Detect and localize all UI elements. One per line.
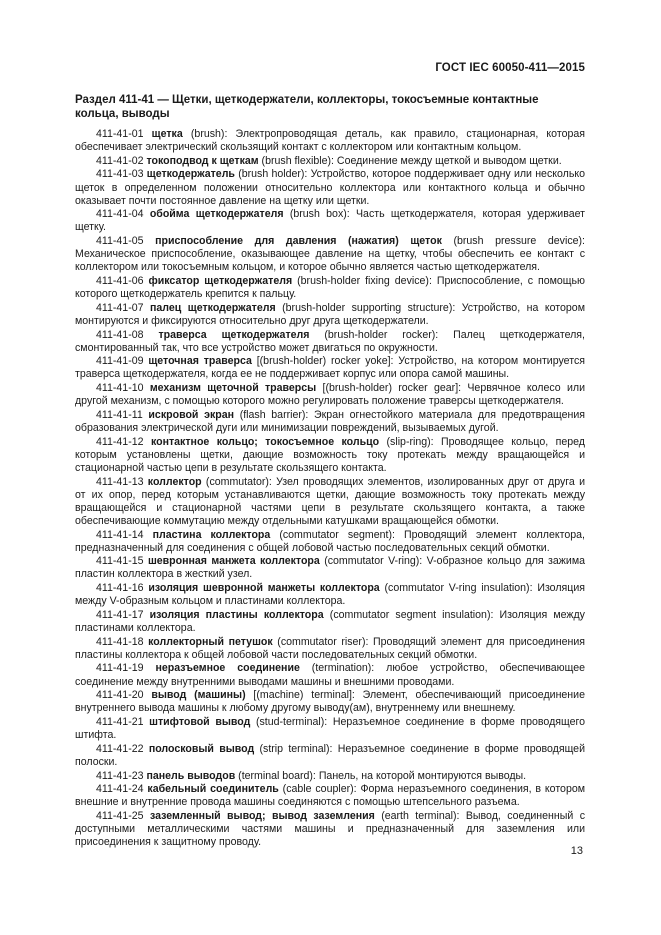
entry-number: 411-41-12 xyxy=(96,435,144,448)
entry-term: неразъемное соединение xyxy=(155,662,300,675)
entry-definition: (commutator): Узел проводящих элементов, изолированных друг от друга и от их опор, перед которым устанавливаются щетки, дающие возможность току протекать между вращающейся и стационарной частями цепи в результате скользящего контакта, а также обеспечивающие коммутацию между отдельными катушками вращающейся обмотки. xyxy=(75,475,585,527)
entry-number: 411-41-16 xyxy=(96,582,144,595)
entry-definition: (brush box): Часть щеткодержателя, которая удерживает щетку. xyxy=(75,208,586,234)
definition-entry xyxy=(75,810,585,849)
entry-term: траверса щеткодержателя xyxy=(158,328,310,341)
definition-entry xyxy=(75,208,585,234)
entry-number: 411-41-24 xyxy=(96,783,144,796)
entry-definition: (termination): любое устройство, обеспечивающее соединение между внутренними выводами машины и внешними проводами. xyxy=(75,662,585,688)
entry-definition: (brush): Электропроводящая деталь, как правило, стационарная, которая обеспечивает электрический скользящий контакт с коллектором или контактным кольцом. xyxy=(75,128,585,154)
entry-number: 411-41-01 xyxy=(96,128,144,140)
entry-number: 411-41-08 xyxy=(96,328,144,341)
entry-definition: (commutator riser): Проводящий элемент для присоединения пластины коллектора к общей лобовой части последовательных секций обмотки. xyxy=(75,635,585,661)
definition-entry xyxy=(75,770,585,783)
entry-term: полосковый вывод xyxy=(148,742,255,755)
definition-entry xyxy=(75,582,585,608)
entry-term: кабельный соединитель xyxy=(147,783,279,796)
definition-entry xyxy=(75,302,585,328)
entry-definition: (commutator V-ring insulation): Изоляция между V-образным кольцом и пластинами коллектора. xyxy=(75,582,585,608)
entry-number: 411-41-11 xyxy=(96,408,143,421)
definition-entry xyxy=(75,275,585,301)
entry-number: 411-41-14 xyxy=(96,528,144,541)
entry-term: изоляция шевронной манжеты коллектора xyxy=(148,582,380,595)
entry-definition: (stud-terminal): Неразъемное соединение в форме проводящего штифта. xyxy=(75,716,586,742)
entry-definition: (brush-holder supporting structure): Устройство, на котором монтируются и фиксируются относительно друг друга щеткодержатели. xyxy=(75,301,585,327)
definition-entry xyxy=(75,662,585,688)
entry-definition: (slip-ring): Проводящее кольцо, перед которым установлены щетки, дающие возможность току протекать между вращающейся и стационарной частью цепи в результате скользящего контакта. xyxy=(75,435,585,474)
definition-entry xyxy=(75,609,585,635)
definition-entry xyxy=(75,716,585,742)
standard-header: ГОСТ IEC 60050-411—2015 xyxy=(435,62,585,74)
entry-definition: [(brush-holder) rocker yoke]: Устройство, на котором монтируется траверса щеткодержателя, когда ее не поддерживает корпус или опора самой машины. xyxy=(75,355,585,381)
entry-number: 411-41-03 xyxy=(96,168,144,181)
entry-number: 411-41-19 xyxy=(96,662,144,675)
entry-definition: (commutator segment insulation): Изоляция между пластинами коллектора. xyxy=(75,608,585,634)
entry-number: 411-41-07 xyxy=(96,301,144,314)
entry-definition: (cable coupler): Форма неразъемного соединения, в котором внешние и внутренние провода машины соединяются с помощью штепсельного разъема. xyxy=(75,783,586,809)
entry-number: 411-41-21 xyxy=(96,716,144,728)
entry-term: фиксатор щеткодержателя xyxy=(148,275,293,287)
entry-number: 411-41-18 xyxy=(96,635,144,648)
entry-term: штифтовой вывод xyxy=(149,716,251,728)
definition-entry xyxy=(75,555,585,581)
definition-entry xyxy=(75,235,585,274)
definition-entry xyxy=(75,168,585,207)
entry-number: 411-41-13 xyxy=(96,475,144,488)
entry-number: 411-41-25 xyxy=(96,810,144,823)
definition-entry xyxy=(75,382,585,408)
entry-number: 411-41-09 xyxy=(96,355,144,368)
definition-entry xyxy=(75,689,585,715)
entry-definition: (brush holder): Устройство, которое поддерживает одну или несколько щеток в определенном положении относительно коллектора или контактного кольца и обычно оказывает почти постоянное давление на щетку или щетки. xyxy=(75,168,585,207)
entry-term: изоляция пластины коллектора xyxy=(149,608,324,621)
entry-term: панель выводов xyxy=(146,769,236,782)
entry-definition: (brush-holder fixing device): Приспособление, с помощью которого щеткодержатель крепится к пальцу. xyxy=(75,275,585,301)
entry-number: 411-41-17 xyxy=(96,608,144,621)
entry-term: искровой экран xyxy=(148,408,235,421)
entry-number: 411-41-15 xyxy=(96,555,144,568)
definition-entry xyxy=(75,436,585,475)
entry-number: 411-41-02 xyxy=(96,154,144,167)
page-number: 13 xyxy=(570,845,583,857)
entry-definition: (terminal board): Панель, на которой монтируются выводы. xyxy=(235,769,527,782)
definition-entry xyxy=(75,355,585,381)
entry-term: шевронная манжета коллектора xyxy=(147,555,320,568)
entry-term: приспособление для давления (нажатия) щеток xyxy=(155,235,442,248)
section-title: Раздел 411-41 — Щетки, щеткодержатели, коллекторы, токосъемные контактные кольца, выводы xyxy=(75,94,539,120)
entry-term: щетка xyxy=(151,128,183,140)
entries-list xyxy=(75,128,585,850)
entry-number: 411-41-06 xyxy=(96,275,144,287)
entry-number: 411-41-05 xyxy=(96,235,144,248)
entry-term: щеткодержатель xyxy=(146,168,235,181)
entry-term: вывод (машины) xyxy=(151,689,246,702)
entry-term: заземленный вывод; вывод заземления xyxy=(149,810,375,823)
entry-definition: (flash barrier): Экран огнестойкого материала для предотвращения образования электрической дуги или минимизации повреждений, вызываемых дугой. xyxy=(75,408,585,434)
entry-term: обойма щеткодержателя xyxy=(149,208,284,221)
entry-term: пластина коллектора xyxy=(152,528,271,541)
entry-definition: (brush flexible): Соединение между щеткой и выводом щетки. xyxy=(258,154,562,167)
entry-number: 411-41-22 xyxy=(96,742,144,755)
definition-entry xyxy=(75,636,585,662)
entry-number: 411-41-20 xyxy=(96,689,144,702)
definition-entry xyxy=(75,476,585,528)
definition-entry xyxy=(75,155,585,168)
entry-number: 411-41-23 xyxy=(96,769,144,782)
definition-entry xyxy=(75,529,585,555)
entry-term: щеточная траверса xyxy=(148,355,252,368)
entry-term: токоподвод к щеткам xyxy=(146,154,259,167)
definition-entry xyxy=(75,783,585,809)
entry-term: коллектор xyxy=(147,475,202,488)
entry-definition: (brush pressure device): Механическое приспособление, оказывающее давление на щетку, чтобы обеспечить ее контакт с коллектором или токосъемным кольцом, и которое обычно является частью щеткодержателя. xyxy=(75,235,585,274)
entry-definition: (brush-holder rocker): Палец щеткодержателя, смонтированный так, что все устройство может двигаться по окружности. xyxy=(75,328,585,354)
entry-term: контактное кольцо; токосъемное кольцо xyxy=(150,435,380,448)
entry-definition: (strip terminal): Неразъемное соединение в форме проводящей полоски. xyxy=(75,742,585,768)
entry-definition: [(machine) terminal]: Элемент, обеспечивающий присоединение внутреннего вывода машины к любому другому выводу(ам), внутреннему или внешнему. xyxy=(75,689,585,715)
entry-term: палец щеткодержателя xyxy=(150,301,276,314)
entry-term: механизм щеточной траверсы xyxy=(149,382,317,395)
entry-number: 411-41-10 xyxy=(96,382,144,395)
entry-term: коллекторный петушок xyxy=(148,635,273,648)
definition-entry xyxy=(75,128,585,154)
definition-entry xyxy=(75,329,585,355)
entry-definition: [(brush-holder) rocker gear]: Червячное колесо или другой механизм, с помощью которого можно регулировать положение траверсы щеткодержателя. xyxy=(75,382,585,408)
entry-number: 411-41-04 xyxy=(96,208,144,221)
definition-entry xyxy=(75,743,585,769)
entry-definition: (commutator V-ring): V-образное кольцо для зажима пластин коллектора в жесткий узел. xyxy=(75,555,585,581)
entry-definition: (commutator segment): Проводящий элемент коллектора, предназначенный для соединения с общей лобовой частью последовательных секций обмотки. xyxy=(75,528,585,554)
definition-entry xyxy=(75,409,585,435)
entry-definition: (earth terminal): Вывод, соединенный с доступными металлическими частями машины и предназначенный для заземления или присоединения к защитному проводу. xyxy=(75,810,585,849)
